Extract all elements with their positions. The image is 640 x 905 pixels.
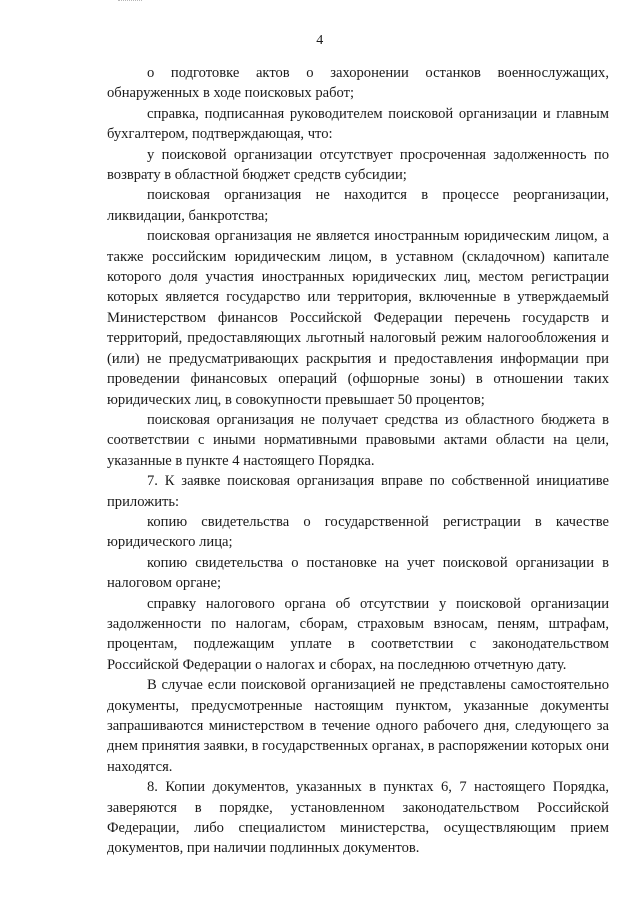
paragraph-tax-registration-copy: копию свидетельства о постановке на учет поисковой организации в налоговом органе; bbox=[107, 554, 609, 592]
scan-artifact bbox=[118, 0, 142, 4]
paragraph-tax-certificate: справку налогового органа об отсутствии у поисковой организации задолженности по налогам, сборам, страховым взносам, пеням, штрафам, процентам, подлежащим уплате в соответствии с законодательством Российской Федерации о налогах и сборах, на последнюю отчетную дату. bbox=[107, 595, 609, 673]
paragraph-item-7: 7. К заявке поисковая организация вправе по собственной инициативе приложить: bbox=[107, 473, 609, 510]
document-body bbox=[107, 63, 609, 859]
page-number: 4 bbox=[316, 33, 324, 48]
paragraph-no-overdue-debt: у поисковой организации отсутствует просроченная задолженность по возврату в областной бюджет средств субсидии; bbox=[107, 146, 609, 184]
paragraph-registration-copy: копию свидетельства о государственной регистрации в качестве юридического лица; bbox=[107, 513, 609, 551]
paragraph-item-8: 8. Копии документов, указанных в пунктах 6, 7 настоящего Порядка, заверяются в порядке, установленном законодательством Российской Федерации, либо специалистом министерства, осуществляющим прием документов, при наличии подлинных документов. bbox=[107, 779, 609, 857]
paragraph-documents-request: В случае если поисковой организацией не представлены самостоятельно документы, предусмотренные настоящим пунктом, указанные документы запрашиваются министерством в течение одного рабочего дня, следующего за днем принятия заявки, в государственных органах, в распоряжении которых они находятся. bbox=[107, 677, 610, 775]
paragraph-no-other-funding: поисковая организация не получает средства из областного бюджета в соответствии с иными нормативными правовыми актами области на цели, указанные в пункте 4 настоящего Порядка. bbox=[107, 411, 609, 469]
paragraph-signed-certificate: справка, подписанная руководителем поисковой организации и главным бухгалтером, подтверждающая, что: bbox=[107, 105, 609, 143]
paragraph-burial-acts: о подготовке актов о захоронении останков военнослужащих, обнаруженных в ходе поисковых работ; bbox=[107, 65, 609, 102]
paragraph-not-foreign-entity: поисковая организация не является иностранным юридическим лицом, а также российским юридическим лицом, в уставном (складочном) капитале которого доля участия иностранных юридических лиц, местом регистрации которых является государство или территория, включенные в утверждаемый Министерством финансов Российской Федерации перечень государств и территорий, предоставляющих льготный налоговый режим налогообложения и (или) не предусматривающих раскрытия и предоставления информации при проведении финансовых операций (офшорные зоны) в отношении таких юридических лиц, в совокупности превышает 50 процентов; bbox=[107, 228, 609, 408]
paragraph-no-reorganization: поисковая организация не находится в процессе реорганизации, ликвидации, банкротства; bbox=[107, 187, 609, 224]
